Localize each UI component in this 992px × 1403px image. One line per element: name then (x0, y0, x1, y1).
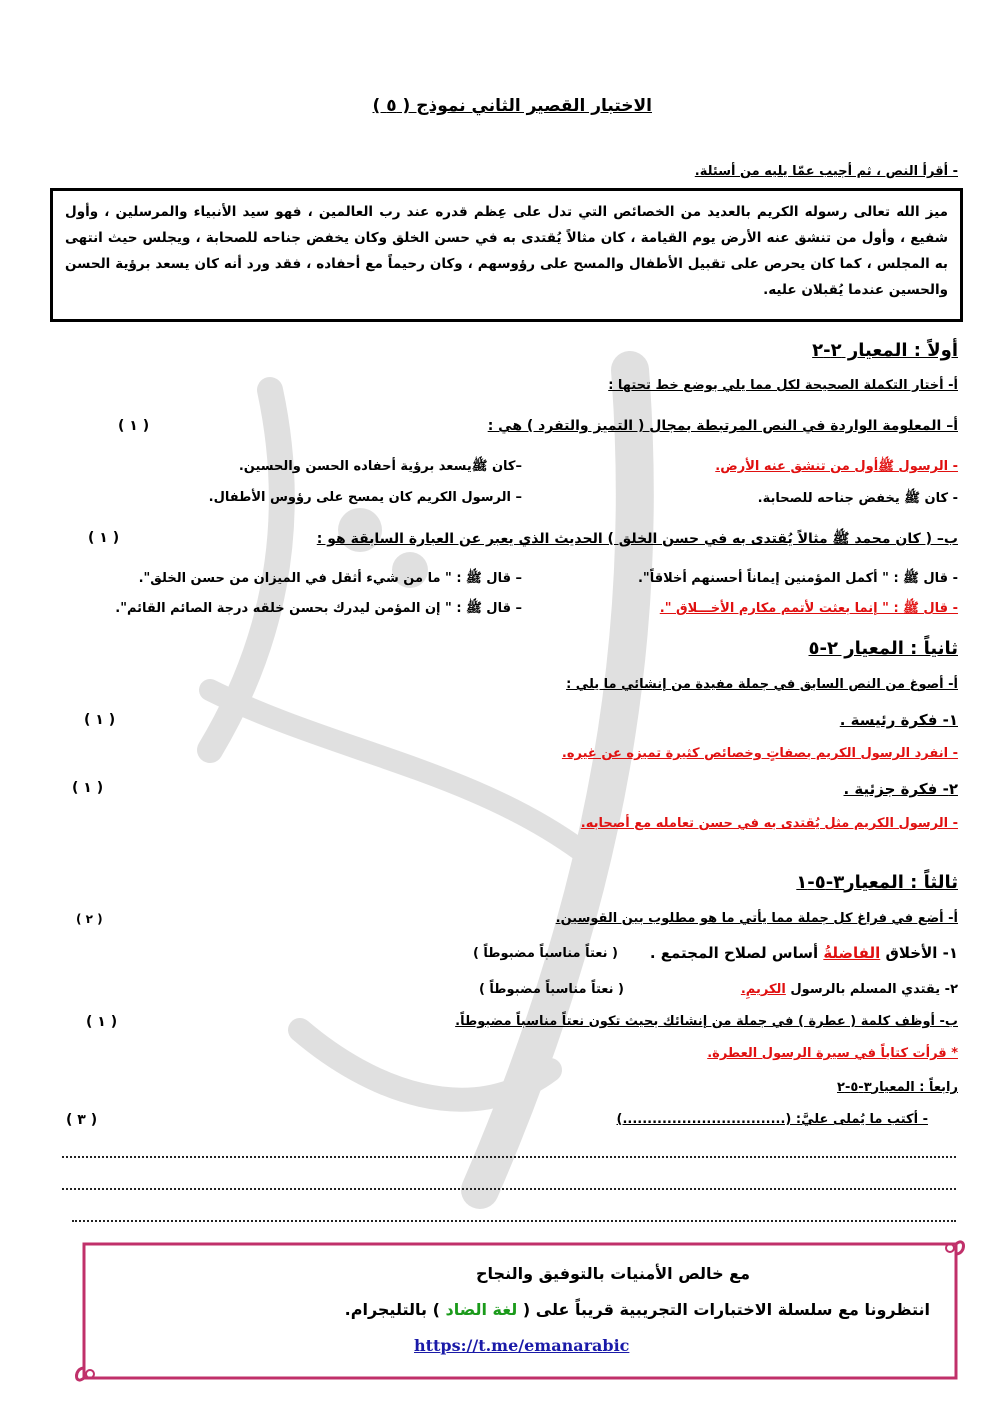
section2-q2-label: ٢- فكرة جزئية . (843, 780, 958, 798)
section2-q2-mark: ( ١ ) (72, 780, 104, 796)
section3-sentence-2-hint: ( نعتاً مناسباً مضبوطاً ) (478, 982, 624, 997)
brand-name: لغة الضاد (445, 1300, 518, 1319)
section3-b-answer: * قرأت كتاباً في سيرة الرسول العطرة. (707, 1046, 958, 1061)
sentence-1-answer: الفاضلةُ (823, 944, 881, 962)
section3-sentence-1 (650, 944, 958, 962)
section1-instruction: أ- أختار التكملة الصحيحة لكل مما يلي بوضع خط تحتها : (608, 378, 958, 393)
footer-announcement-pre: انتظرونا مع سلسلة الاختبارات التجريبية قريباً على ( (517, 1300, 930, 1319)
sentence-1-pre: ١- الأخلاق (880, 944, 958, 962)
section1-q2-option-1[interactable]: - قال ﷺ : " أكمل المؤمنين إيماناً أحسنهم أخلاقاً". (637, 571, 958, 586)
section3-heading: ثالثاً : المعيار٣-٥-١ (796, 872, 958, 893)
section3-mark-a: ( ٢ ) (76, 912, 103, 926)
footer-announcement (345, 1300, 930, 1319)
section1-q1-label: أ– المعلومة الواردة في النص المرتبطة بمجال ( التميز والتفرد ) هي : (487, 418, 958, 434)
section1-q1-option-1[interactable]: - الرسول ﷺأول من تنشق عنه الأرض. (715, 459, 958, 474)
section1-q1-mark: ( ١ ) (118, 418, 150, 434)
section1-q1-option-2[interactable]: –كان ﷺيسعد برؤية أحفاده الحسن والحسين. (238, 459, 522, 474)
sentence-2-pre: ٢- يقتدي المسلم بالرسول (785, 982, 958, 997)
section4-heading: رابعاً : المعيار٣-٥-٢ (837, 1080, 958, 1095)
section1-q2-mark: ( ١ ) (88, 530, 120, 546)
reading-instruction: - أقرأ النص ، ثم أجيب عمّا يليه من أسئلة. (694, 164, 958, 179)
page-title: الاختبار القصير الثاني نموذج ( ٥ ) (372, 96, 652, 116)
section2-instruction: أ- أصوغ من النص السابق في جملة مفيدة من إنشائي ما يلي : (566, 677, 958, 692)
section1-q1-option-4[interactable]: – الرسول الكريم كان يمسح على رؤوس الأطفال. (208, 490, 522, 505)
section3-sentence-2 (741, 982, 958, 997)
section2-heading: ثانياً : المعيار ٢-٥ (808, 638, 958, 659)
passage-text: ميز الله تعالى رسوله الكريم بالعديد من الخصائص التي تدل على عِظم قدره عند رب العالمين ، فهو سيد الأنبياء والمرسلين ، وأول شفيع ، وأول من تنشق عنه الأرض يوم القيامة ، كان مثالاً يُقتدى به في حسن الخلق وكان يخفض جناحه للصحابة ، ويجلس حيث انتهى به المجلس ، كما كان يحرص على تقبيل الأطفال والمسح على رؤوسهم ، وكان رحيماً مع أحفاده ، فقد ورد أنه كان يسعد برؤية الحسن والحسين عندما يُقبلان عليه. (65, 204, 948, 298)
section1-q2-option-4[interactable]: – قال ﷺ : " إن المؤمن ليدرك بحسن خلقه درجة الصائم القائم". (115, 601, 522, 616)
writing-line-1[interactable] (62, 1156, 956, 1158)
section1-q2-option-2[interactable]: – قال ﷺ : " ما من شيء أثقل في الميزان من حسن الخلق". (138, 571, 522, 586)
section2-q1-answer: - انفرد الرسول الكريم بصفاتٍ وخصائص كثيرة تميزه عن غيره. (561, 746, 958, 761)
section4-mark: ( ٣ ) (66, 1112, 98, 1128)
section1-q2-label: ب– ( كان محمد ﷺ مثالاً يُقتدى به في حسن الخلق ) الحديث الذي يعبر عن العبارة السابقة هو : (316, 531, 958, 547)
section2-q1-mark: ( ١ ) (84, 712, 116, 728)
section3-b-label: ب- أوظف كلمة ( عطرة ) في جملة من إنشائك بحيث تكون نعتاً مناسباً مضبوطاً. (455, 1014, 958, 1029)
section1-heading: أولاً : المعيار ٢-٢ (812, 340, 958, 361)
sentence-2-answer: الكريمِ. (740, 982, 786, 997)
section2-q1-label: ١- فكرة رئيسة . (839, 711, 958, 729)
section2-q2-answer: - الرسول الكريم مثل يُقتدى به في حسن تعامله مع أصحابه. (580, 816, 958, 831)
section3-mark-b: ( ١ ) (86, 1014, 118, 1030)
section3-sentence-1-hint: ( نعتاً مناسباً مضبوطاً ) (472, 946, 618, 961)
footer-wishes: مع خالص الأمنيات بالتوفيق والنجاح (476, 1264, 750, 1283)
telegram-link[interactable]: https://t.me/emanarabic (414, 1336, 630, 1355)
sentence-1-post: أساس لصلاح المجتمع . (649, 944, 824, 962)
writing-line-3[interactable] (72, 1220, 956, 1222)
section1-q2-option-3[interactable]: - قال ﷺ : " إنما بعثت لأتمم مكارم الأخـــلاق ". (659, 601, 958, 616)
section3-instruction: أ- أضع في فراغ كل جملة مما يأتي ما هو مطلوب بين القوسين. (555, 911, 958, 926)
passage-box (50, 188, 963, 322)
section1-q1-option-3[interactable]: - كان ﷺ يخفض جناحه للصحابة. (757, 491, 958, 506)
footer-announcement-post: ) بالتليجرام. (344, 1300, 446, 1319)
section4-dictation-label: - أكتب ما يُملى عليَّ: (.................................) (616, 1112, 928, 1127)
writing-line-2[interactable] (62, 1188, 956, 1190)
